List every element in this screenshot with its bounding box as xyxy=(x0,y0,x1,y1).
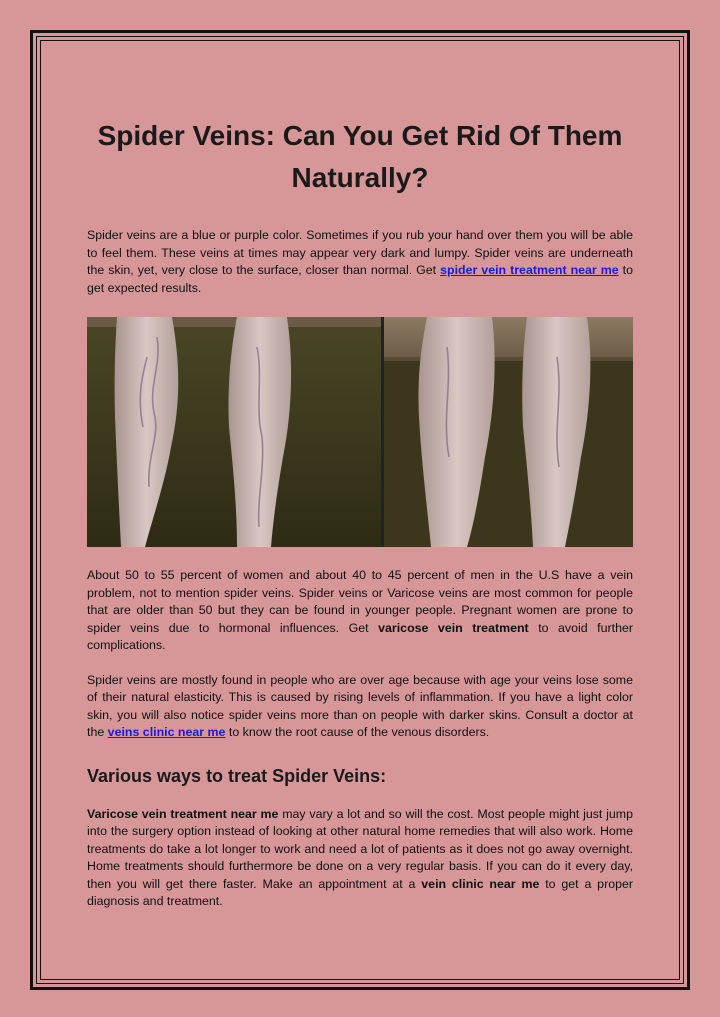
treatment-paragraph xyxy=(87,806,633,911)
para3-text: Spider veins are mostly found in people who are over age because with age your veins lose some of their natural elasticity. This is caused by rising levels of inflammation. If you have a light color skin, you will also notice spider veins more than on people with darker skins. Consult a doctor at the xyxy=(87,672,633,739)
legs-with-veins-photo xyxy=(87,317,633,547)
article-title: Spider Veins: Can You Get Rid Of Them Naturally? xyxy=(97,120,623,193)
intro-paragraph xyxy=(87,227,633,297)
para2-text: About 50 to 55 percent of women and about 40 to 45 percent of men in the U.S have a vein problem, not to mention spider veins. Spider veins or Varicose veins are most common for people that are older than 50 but they can be found in younger people. Pregnant women are prone to spider veins due to hormonal influences. Get xyxy=(87,568,633,635)
veins-clinic-link[interactable]: veins clinic near me xyxy=(107,725,226,739)
varicose-treatment-bold: Varicose vein treatment near me xyxy=(87,806,279,821)
article xyxy=(87,115,633,911)
varicose-vein-treatment-text: varicose vein treatment xyxy=(378,620,529,635)
age-paragraph xyxy=(87,672,633,742)
intro-text: Spider veins are a blue or purple color. Sometimes if you rub your hand over them you will be able to feel them. These veins at times may appear very dark and lumpy. Spider veins are underneath the skin, yet, very close to the surface, closer than normal. Get xyxy=(87,228,633,277)
vein-clinic-bold: vein clinic near me xyxy=(421,876,540,891)
photo-illustration xyxy=(87,317,633,547)
intro-after: to get expected results. xyxy=(87,263,633,295)
para4-after: to get a proper diagnosis and treatment. xyxy=(87,876,633,908)
para4-text: may vary a lot and so will the cost. Most people might just jump into the surgery option instead of looking at other natural home remedies that will also work. Home treatments do take a lot longer to work and need a lot of patients as it does not go away overnight. Home treatments should furthermore be done on a very regular basis. If you can do it every day, then you will get there faster. Make an appointment at a xyxy=(87,806,633,891)
spider-vein-treatment-link[interactable]: spider vein treatment near me xyxy=(440,263,619,277)
para2-after: to avoid further complications. xyxy=(87,620,633,652)
para3-after: to know the root cause of the venous disorders. xyxy=(225,725,490,739)
section-heading: Various ways to treat Spider Veins: xyxy=(87,765,387,786)
prevalence-paragraph xyxy=(87,567,633,655)
